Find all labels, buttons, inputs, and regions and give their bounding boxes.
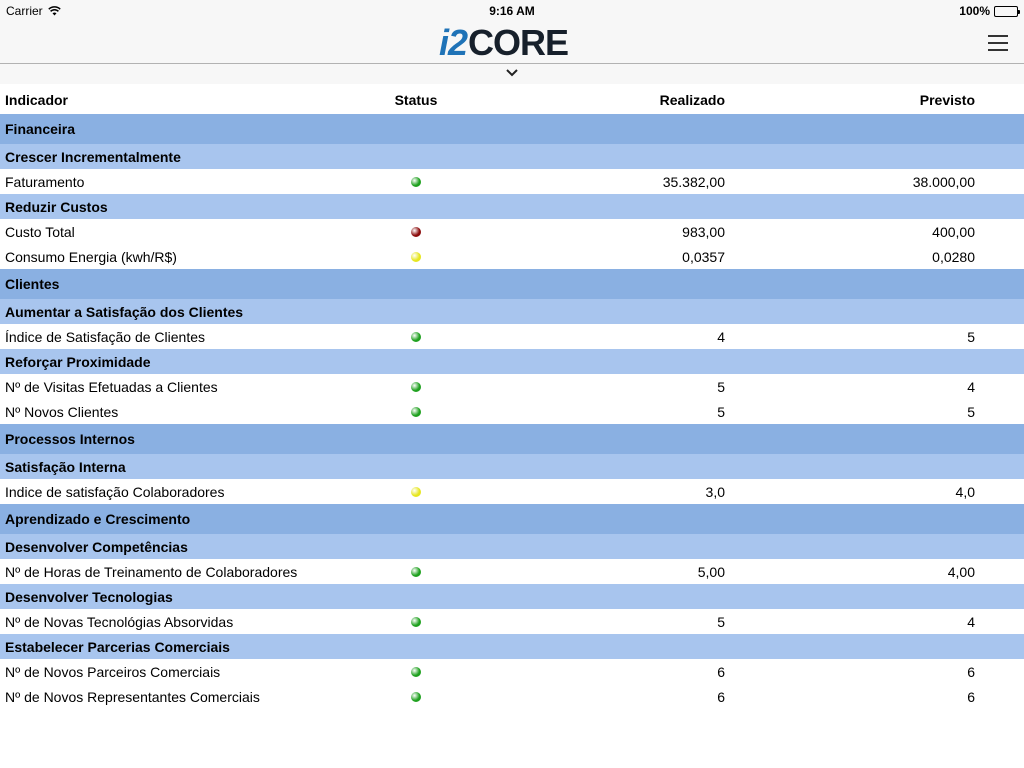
indicator-name: Nº de Horas de Treinamento de Colaboradores bbox=[5, 563, 298, 580]
objective-row[interactable] bbox=[0, 584, 1024, 609]
chevron-down-icon[interactable] bbox=[506, 69, 518, 77]
indicator-name: Nº de Novos Parceiros Comerciais bbox=[5, 663, 221, 680]
indicator-previsto: 4,0 bbox=[955, 483, 975, 500]
indicator-previsto: 38.000,00 bbox=[912, 173, 975, 190]
status-dot-icon bbox=[411, 227, 421, 237]
indicator-status bbox=[380, 324, 452, 349]
indicator-realizado: 6 bbox=[717, 688, 725, 705]
indicator-status bbox=[380, 374, 452, 399]
status-bar bbox=[0, 0, 1024, 22]
indicator-name: Faturamento bbox=[5, 173, 85, 190]
indicator-name: Nº Novos Clientes bbox=[5, 403, 119, 420]
objective-label: Aumentar a Satisfação dos Clientes bbox=[5, 303, 244, 320]
perspective-label: Clientes bbox=[5, 276, 60, 292]
objective-label: Desenvolver Tecnologias bbox=[5, 588, 173, 605]
perspective-label: Processos Internos bbox=[5, 431, 135, 447]
indicator-realizado: 5 bbox=[717, 403, 725, 420]
status-dot-icon bbox=[411, 252, 421, 262]
header-realizado: Realizado bbox=[659, 92, 725, 108]
table-body bbox=[0, 114, 1024, 709]
indicator-realizado: 5,00 bbox=[697, 563, 725, 580]
indicator-status bbox=[380, 479, 452, 504]
indicator-status bbox=[380, 244, 452, 269]
battery-icon bbox=[994, 6, 1018, 17]
perspective-label: Financeira bbox=[5, 121, 76, 137]
indicator-row[interactable] bbox=[0, 374, 1024, 399]
indicator-status bbox=[380, 684, 452, 709]
indicator-realizado: 983,00 bbox=[682, 223, 725, 240]
indicator-previsto: 6 bbox=[967, 663, 975, 680]
objective-row[interactable] bbox=[0, 634, 1024, 659]
objective-row[interactable] bbox=[0, 349, 1024, 374]
indicators-table bbox=[0, 86, 1024, 709]
indicator-realizado: 35.382,00 bbox=[662, 173, 725, 190]
indicator-status bbox=[380, 399, 452, 424]
battery-percent: 100% bbox=[959, 4, 990, 18]
indicator-row[interactable] bbox=[0, 324, 1024, 349]
indicator-status bbox=[380, 169, 452, 194]
indicator-previsto: 4,00 bbox=[947, 563, 975, 580]
perspective-label: Aprendizado e Crescimento bbox=[5, 511, 191, 527]
indicator-name: Nº de Novas Tecnológias Absorvidas bbox=[5, 613, 234, 630]
indicator-row[interactable] bbox=[0, 659, 1024, 684]
indicator-row[interactable] bbox=[0, 479, 1024, 504]
status-dot-icon bbox=[411, 692, 421, 702]
indicator-name: Custo Total bbox=[5, 223, 75, 240]
hamburger-menu-icon[interactable] bbox=[988, 35, 1008, 51]
table-header bbox=[0, 86, 1024, 114]
indicator-row[interactable] bbox=[0, 219, 1024, 244]
status-dot-icon bbox=[411, 332, 421, 342]
perspective-row[interactable] bbox=[0, 424, 1024, 454]
objective-row[interactable] bbox=[0, 299, 1024, 324]
objective-row[interactable] bbox=[0, 194, 1024, 219]
indicator-row[interactable] bbox=[0, 399, 1024, 424]
objective-row[interactable] bbox=[0, 534, 1024, 559]
objective-label: Reduzir Custos bbox=[5, 198, 108, 215]
indicator-previsto: 4 bbox=[967, 613, 975, 630]
indicator-realizado: 6 bbox=[717, 663, 725, 680]
indicator-realizado: 4 bbox=[717, 328, 725, 345]
indicator-row[interactable] bbox=[0, 684, 1024, 709]
indicator-realizado: 5 bbox=[717, 378, 725, 395]
indicator-previsto: 400,00 bbox=[932, 223, 975, 240]
indicator-name: Nº de Visitas Efetuadas a Clientes bbox=[5, 378, 218, 395]
objective-label: Desenvolver Competências bbox=[5, 538, 188, 555]
header-indicador: Indicador bbox=[5, 92, 69, 108]
battery-indicator bbox=[959, 4, 1018, 18]
perspective-row[interactable] bbox=[0, 269, 1024, 299]
objective-label: Crescer Incrementalmente bbox=[5, 148, 181, 165]
app-logo: i 2 CORE bbox=[439, 22, 569, 63]
indicator-row[interactable] bbox=[0, 559, 1024, 584]
indicator-name: Nº de Novos Representantes Comerciais bbox=[5, 688, 260, 705]
perspective-row[interactable] bbox=[0, 504, 1024, 534]
indicator-name: Indice de satisfação Colaboradores bbox=[5, 483, 225, 500]
status-dot-icon bbox=[411, 177, 421, 187]
objective-row[interactable] bbox=[0, 144, 1024, 169]
perspective-row[interactable] bbox=[0, 114, 1024, 144]
objective-label: Satisfação Interna bbox=[5, 458, 126, 475]
objective-label: Estabelecer Parcerias Comerciais bbox=[5, 638, 230, 655]
clock: 9:16 AM bbox=[489, 4, 535, 18]
status-dot-icon bbox=[411, 567, 421, 577]
indicator-realizado: 3,0 bbox=[705, 483, 725, 500]
indicator-status bbox=[380, 659, 452, 684]
header-previsto: Previsto bbox=[919, 92, 975, 108]
indicator-name: Índice de Satisfação de Clientes bbox=[5, 328, 206, 345]
status-dot-icon bbox=[411, 407, 421, 417]
header-status: Status bbox=[394, 92, 438, 108]
collapse-toggle[interactable] bbox=[0, 64, 1024, 84]
indicator-status bbox=[380, 559, 452, 584]
status-dot-icon bbox=[411, 667, 421, 677]
indicator-realizado: 0,0357 bbox=[682, 248, 725, 265]
indicator-realizado: 5 bbox=[717, 613, 725, 630]
indicator-row[interactable] bbox=[0, 169, 1024, 194]
indicator-row[interactable] bbox=[0, 244, 1024, 269]
indicator-status bbox=[380, 609, 452, 634]
indicator-name: Consumo Energia (kwh/R$) bbox=[5, 248, 177, 265]
indicator-previsto: 6 bbox=[967, 688, 975, 705]
indicator-previsto: 0,0280 bbox=[932, 248, 975, 265]
indicator-previsto: 5 bbox=[967, 403, 975, 420]
carrier-label: Carrier bbox=[6, 4, 43, 18]
status-dot-icon bbox=[411, 617, 421, 627]
indicator-row[interactable] bbox=[0, 609, 1024, 634]
navigation-bar bbox=[0, 22, 1024, 64]
status-dot-icon bbox=[411, 382, 421, 392]
indicator-status bbox=[380, 219, 452, 244]
objective-row[interactable] bbox=[0, 454, 1024, 479]
indicator-previsto: 4 bbox=[967, 378, 975, 395]
objective-label: Reforçar Proximidade bbox=[5, 353, 151, 370]
indicator-previsto: 5 bbox=[967, 328, 975, 345]
status-dot-icon bbox=[411, 487, 421, 497]
